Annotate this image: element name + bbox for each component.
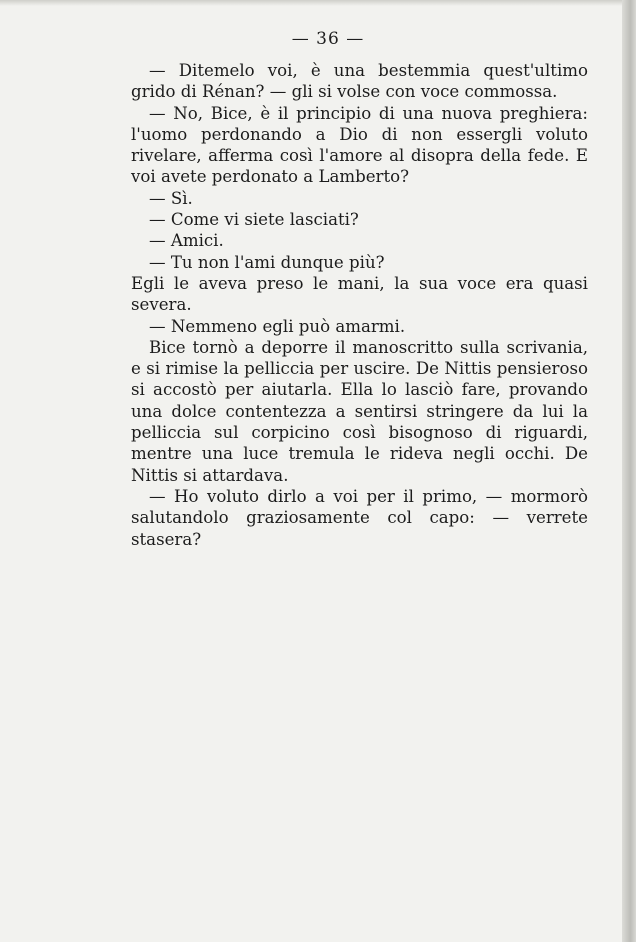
top-shadow [0, 0, 636, 6]
body-text [131, 60, 588, 550]
paragraph: Bice tornò a deporre il manoscritto sulla scrivania, e si rimise la pelliccia per uscire. De Nittis pensieroso si accostò per aiutarla. Ella lo lasciò fare, provando una dolce contentezza a sentirsi stringere da lui la pelliccia sul corpicino così bisognoso di riguardi, mentre una luce tremula le rideva negli occhi. De Nittis si attardava. [131, 337, 588, 485]
paragraph: — Ditemelo voi, è una bestemmia quest'ultimo grido di Rénan? — gli si volse con voce commossa. [131, 61, 588, 102]
page-edge [622, 0, 636, 942]
paragraph: — Come vi siete lasciati? [149, 210, 359, 230]
paragraph: — Tu non l'ami dunque più? [149, 252, 385, 272]
paragraph: — Nemmeno egli può amarmi. [149, 316, 406, 336]
paragraph: — Sì. [149, 188, 193, 208]
page-number: — 36 — [291, 29, 365, 49]
paragraph: — Ho voluto dirlo a voi per il primo, — mormorò salutandolo graziosamente col capo: — verrete stasera? [131, 486, 588, 549]
paragraph: — Amici. [149, 231, 224, 251]
paragraph: Egli le aveva preso le mani, la sua voce era quasi severa. [131, 273, 588, 315]
paragraph: — No, Bice, è il principio di una nuova preghiera: l'uomo perdonando a Dio di non essergli voluto rivelare, afferma così l'amore al disopra della fede. E voi avete perdonato a Lamberto? [131, 103, 588, 187]
